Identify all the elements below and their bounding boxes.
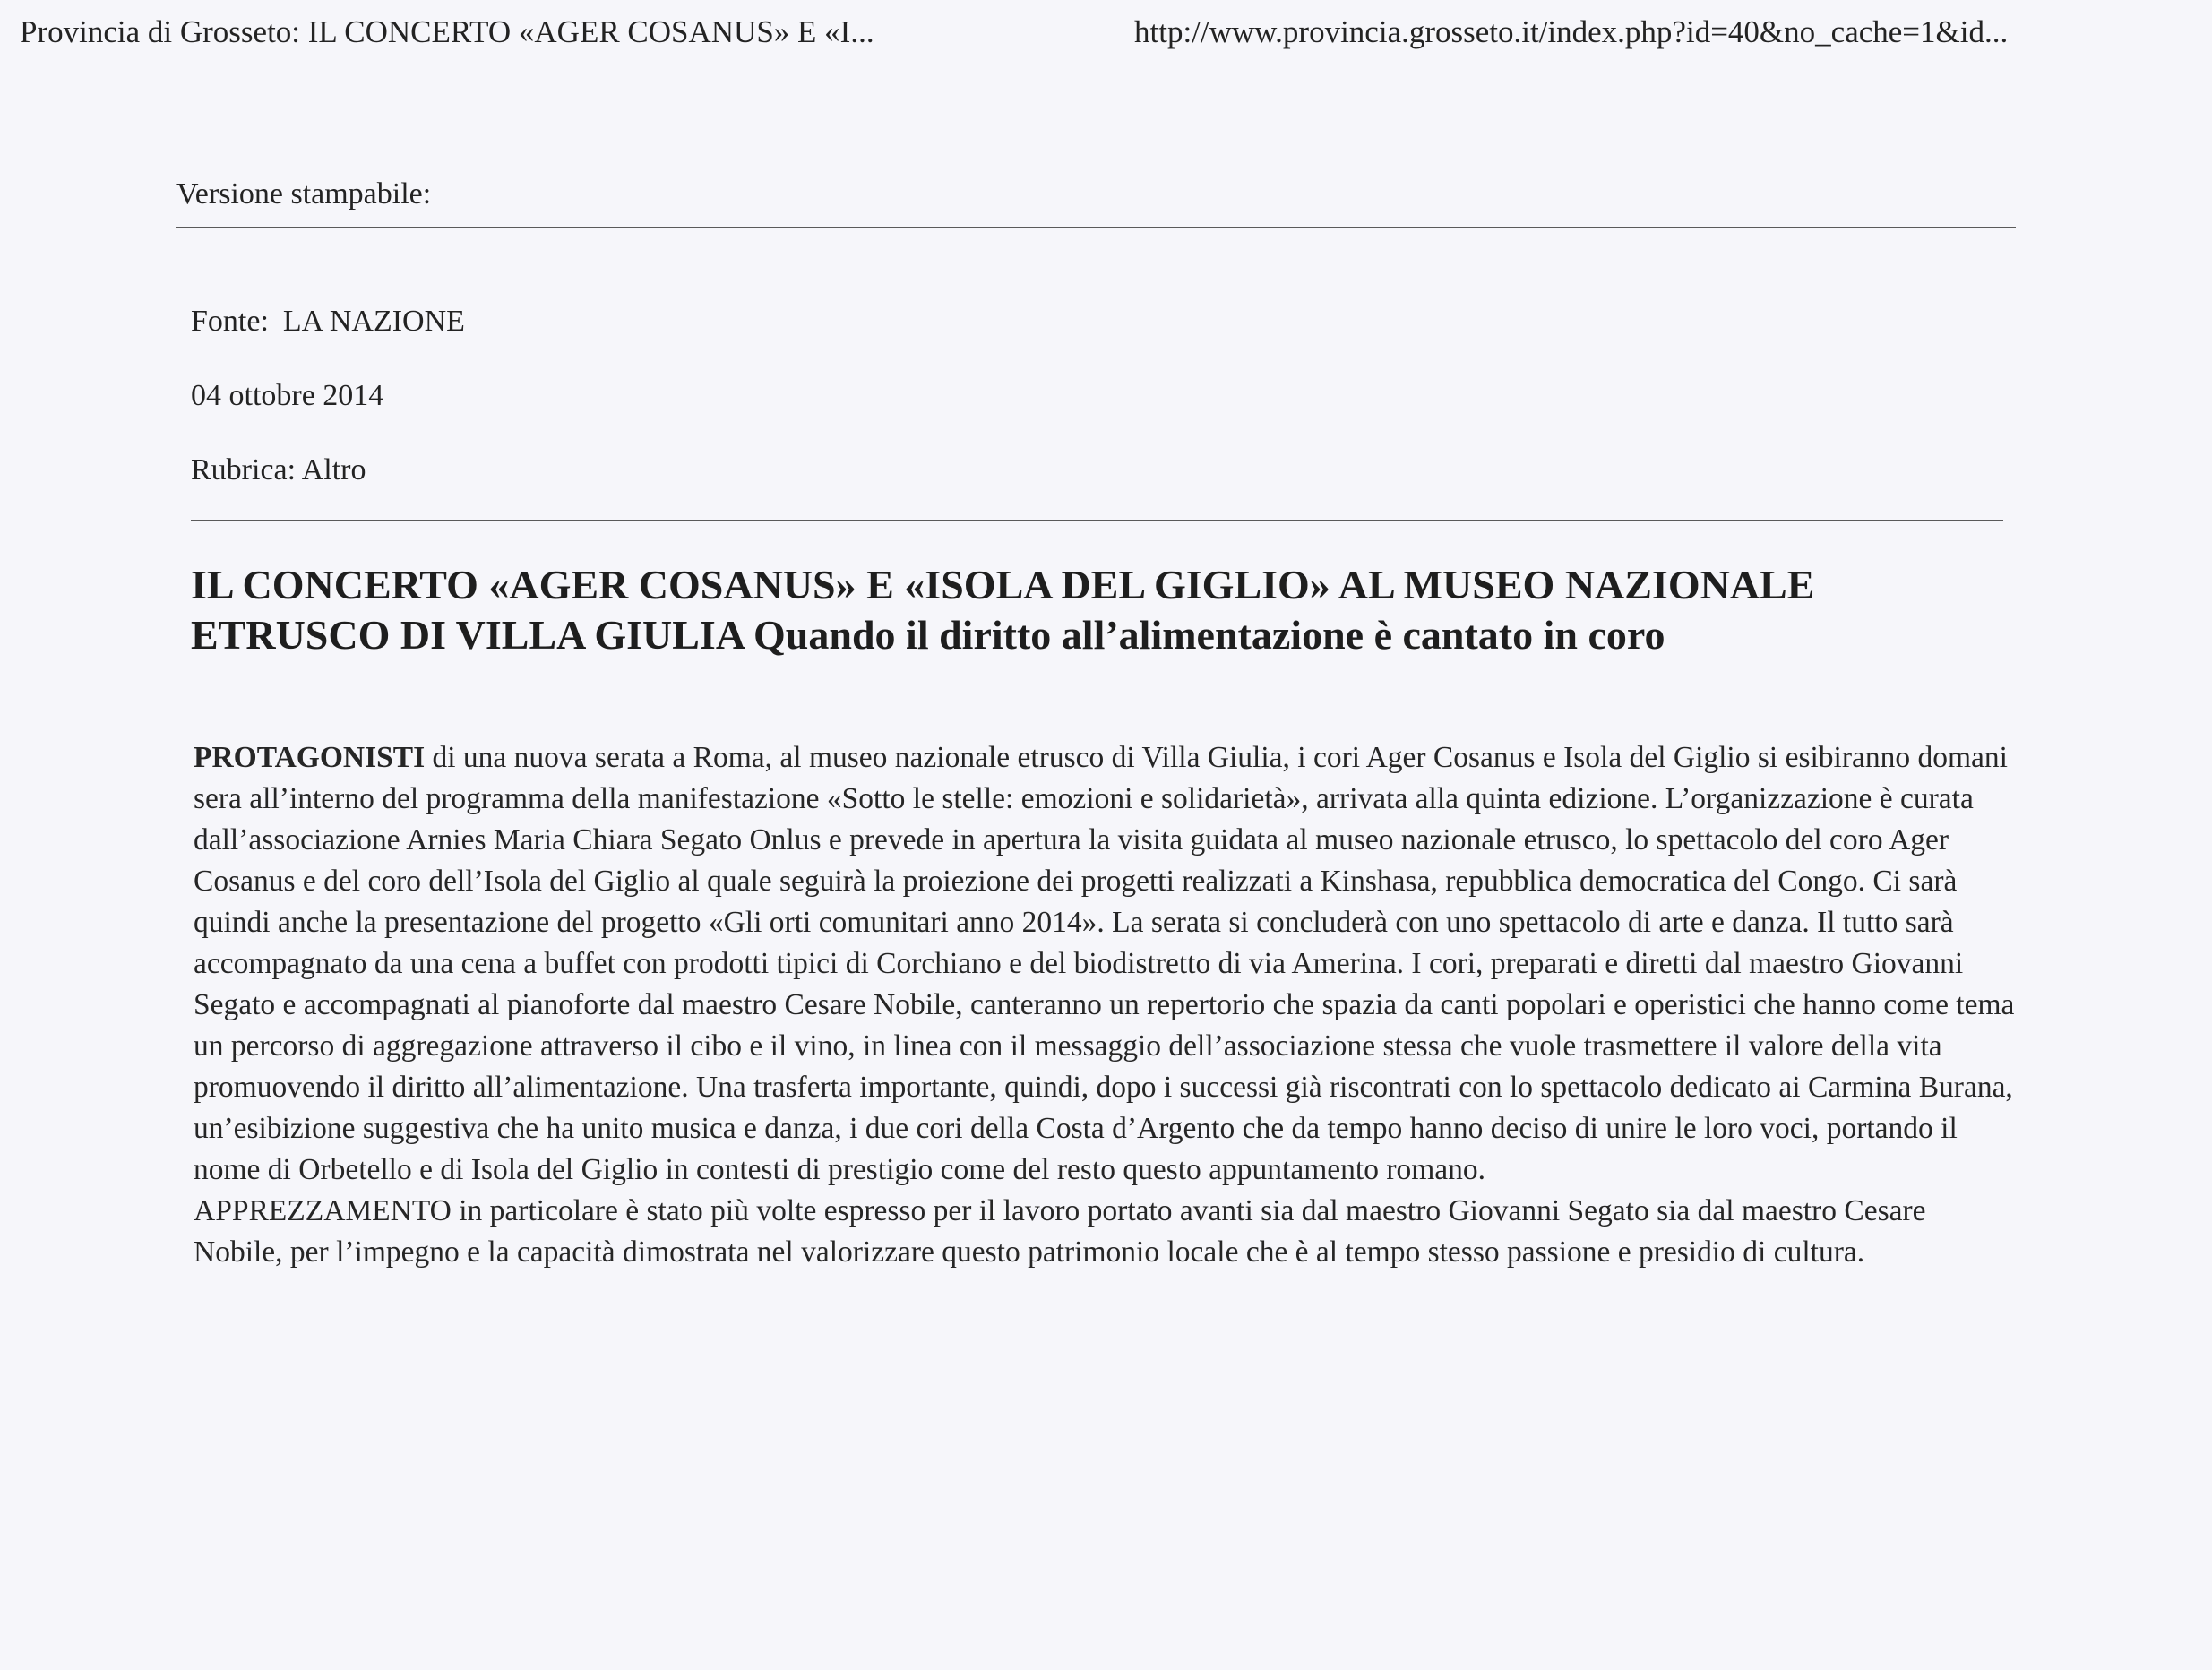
source-value: LA NAZIONE [282, 305, 465, 338]
article-title: IL CONCERTO «AGER COSANUS» E «ISOLA DEL GIGLIO» AL MUSEO NAZIONALE ETRUSCO DI VILLA GIULIA Quando il diritto all’alimentazione è cantato in coro [191, 562, 1815, 658]
meta-divider [191, 520, 2003, 521]
meta-source [191, 305, 465, 339]
print-version-label: Versione stampabile: [176, 177, 432, 211]
print-header-url: http://www.provincia.grosseto.it/index.php?id=40&no_cache=1&id... [1134, 14, 2009, 49]
source-label: Fonte: [191, 305, 269, 338]
print-header-page-title: Provincia di Grosseto: IL CONCERTO «AGER COSANUS» E «I... [20, 14, 874, 49]
paragraph-1-text: di una nuova serata a Roma, al museo nazionale etrusco di Villa Giulia, i cori Ager Cosanus e Isola del Giglio si esibiranno domani sera all’interno del programma della manifestazione «Sotto le stelle: emozioni e solidarietà», arrivata alla quinta edizione. L’organizzazione è curata dall’associazione Arnies Maria Chiara Segato Onlus e prevede in apertura la visita guidata al museo nazionale etrusco, lo spettacolo del coro Ager Cosanus e del coro dell’Isola del Giglio al quale seguirà la proiezione dei progetti realizzati a Kinshasa, repubblica democratica del Congo. Ci sarà quindi anche la presentazione del progetto «Gli orti comunitari anno 2014». La serata si concluderà con uno spettacolo di arte e danza. Il tutto sarà accompagnato da una cena a buffet con prodotti tipici di Corchiano e del biodistretto di via Amerina. I cori, preparati e diretti dal maestro Giovanni Segato e accompagnati al pianoforte dal maestro Cesare Nobile, canteranno un repertorio che spazia da canti popolari e operistici che hanno come tema un percorso di aggregazione attraverso il cibo e il vino, in linea con il messaggio dell’associazione stessa che vuole trasmettere il valore della vita promuovendo il diritto all’alimentazione. Una trasferta importante, quindi, dopo i successi già riscontrati con lo spettacolo dedicato ai Carmina Burana, un’esibizione suggestiva che ha unito musica e danza, i due cori della Costa d’Argento che da tempo hanno deciso di unire le loro voci, portando il nome di Orbetello e di Isola del Giglio in contesti di prestigio come del resto questo appuntamento romano. [194, 741, 2015, 1186]
meta-section [191, 453, 366, 487]
section-label: Rubrica: [191, 453, 297, 486]
meta-date: 04 ottobre 2014 [191, 379, 384, 412]
article-body [194, 737, 2021, 1273]
article-paragraph-2: APPREZZAMENTO in particolare è stato più volte espresso per il lavoro portato avanti sia dal maestro Giovanni Segato sia dal maestro Cesare Nobile, per l’impegno e la capacità dimostrata nel valorizzare questo patrimonio locale che è al tempo stesso passione e presidio di cultura. [194, 1194, 1926, 1269]
paragraph-lead-word: PROTAGONISTI [194, 741, 426, 774]
section-value: Altro [301, 453, 366, 486]
article-paragraph-1 [194, 737, 2021, 1191]
top-divider [176, 227, 2016, 228]
